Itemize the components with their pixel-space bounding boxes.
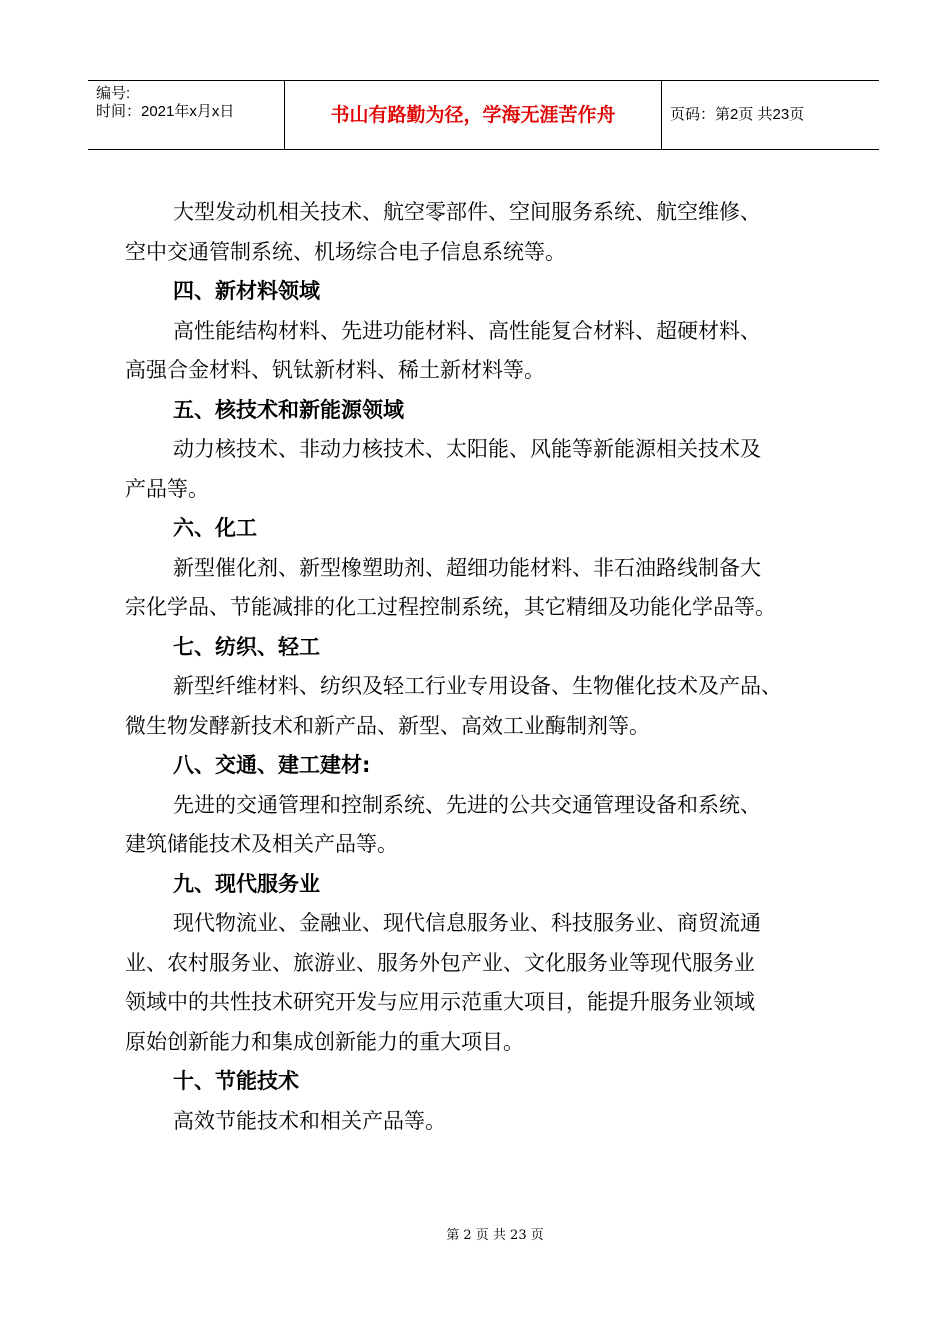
body-line: 高效节能技术和相关产品等。 [173, 1108, 446, 1133]
header-motto: 书山有路勤为径，学海无涯苦作舟 [330, 104, 616, 126]
page-header [88, 80, 879, 150]
section-heading: 七、纺织、轻工 [173, 634, 320, 659]
document-time-label: 时间：2021年x月x日 [96, 103, 235, 120]
header-meta-cell [88, 81, 284, 149]
body-line: 高强合金材料、钒钛新材料、稀土新材料等。 [125, 358, 545, 382]
header-page-info: 页码：第2页 共23页 [670, 106, 805, 123]
body-line: 业、农村服务业、旅游业、服务外包产业、文化服务业等现代服务业 [125, 950, 755, 975]
body-line: 产品等。 [125, 476, 209, 501]
section-heading: 十、节能技术 [173, 1069, 299, 1093]
body-line: 大型发动机相关技术、航空零部件、空间服务系统、航空维修、 [173, 200, 761, 224]
section-heading: 五、核技术和新能源领域 [173, 397, 404, 422]
section-heading: 八、交通、建工建材: [173, 753, 371, 777]
body-line: 先进的交通管理和控制系统、先进的公共交通管理设备和系统、 [173, 792, 761, 817]
body-line: 微生物发酵新技术和新产品、新型、高效工业酶制剂等。 [125, 713, 650, 738]
body-line: 领域中的共性技术研究开发与应用示范重大项目，能提升服务业领域 [125, 990, 755, 1014]
body-line: 新型纤维材料、纺织及轻工行业专用设备、生物催化技术及产品、 [173, 674, 782, 698]
body-line: 原始创新能力和集成创新能力的重大项目。 [125, 1029, 524, 1054]
body-line: 高性能结构材料、先进功能材料、高性能复合材料、超硬材料、 [173, 318, 761, 343]
section-heading: 九、现代服务业 [173, 871, 320, 896]
header-page-cell [662, 81, 879, 149]
body-line: 宗化学品、节能减排的化工过程控制系统，其它精细及功能化学品等。 [125, 595, 776, 619]
body-line: 建筑储能技术及相关产品等。 [125, 832, 398, 856]
body-line: 空中交通管制系统、机场综合电子信息系统等。 [125, 239, 566, 264]
document-body [125, 193, 865, 1141]
section-heading: 四、新材料领域 [173, 279, 320, 303]
body-line: 现代物流业、金融业、现代信息服务业、科技服务业、商贸流通 [173, 911, 761, 935]
document-number-label: 编号: [96, 85, 131, 102]
body-line: 动力核技术、非动力核技术、太阳能、风能等新能源相关技术及 [173, 437, 761, 461]
page-footer: 第 2 页 共 23 页 [446, 1228, 544, 1243]
section-heading: 六、化工 [173, 516, 257, 540]
body-line: 新型催化剂、新型橡塑助剂、超细功能材料、非石油路线制备大 [173, 555, 761, 580]
header-motto-cell [284, 81, 662, 149]
